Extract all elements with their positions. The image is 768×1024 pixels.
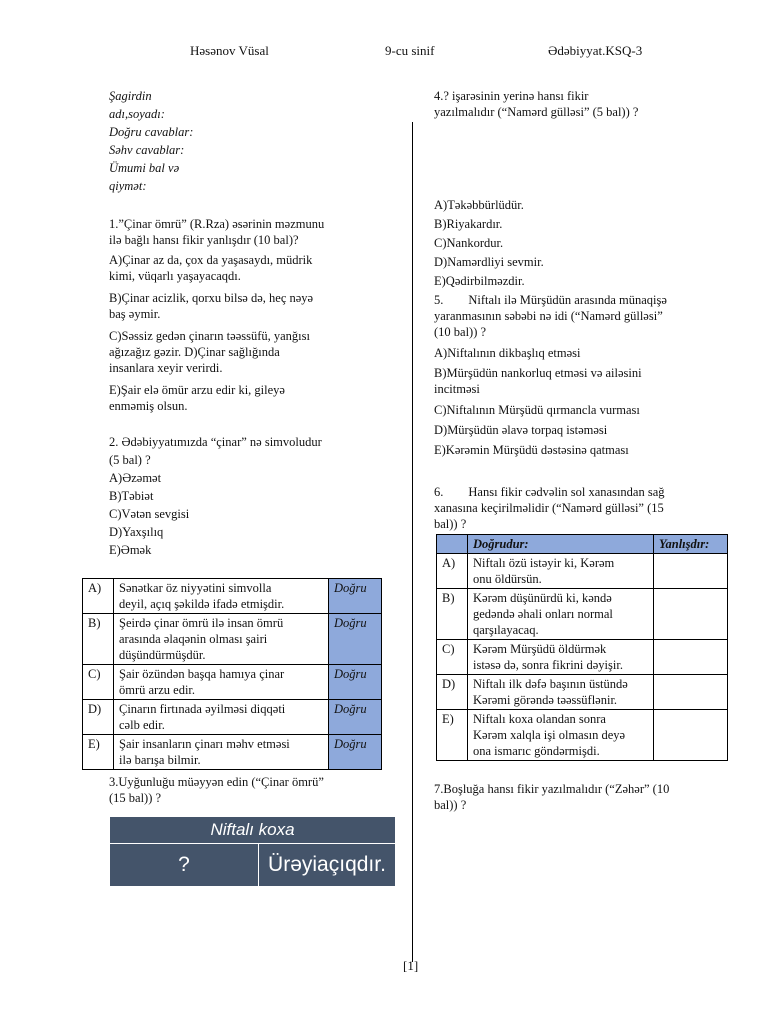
option-line: kimi, vüqarlı yaşayacaqdı. bbox=[109, 269, 241, 283]
table-row bbox=[437, 589, 728, 640]
header-empty bbox=[437, 535, 468, 554]
table-row bbox=[83, 614, 382, 665]
page-number: [1] bbox=[403, 958, 419, 973]
row-answer: Doğru bbox=[329, 665, 382, 700]
q2-option: E)Əmək bbox=[109, 543, 152, 557]
row-text: Şeirdə çinar ömrü ilə insan ömrü arasında əlaqənin olması şairi düşündürmüşdür. bbox=[114, 614, 329, 665]
row-letter: C) bbox=[83, 665, 114, 700]
row-text: Şair insanların çinarı məhv etməsi ilə barışa bilmir. bbox=[114, 735, 329, 770]
q4-line: 4.? işarəsinin yerinə hansı fikir bbox=[434, 89, 589, 103]
q1-option-e bbox=[109, 382, 324, 414]
q6-line: bal)) ? bbox=[434, 517, 467, 531]
col-true-header: Doğrudur: bbox=[468, 535, 654, 554]
match-table bbox=[109, 816, 396, 887]
row-text: Kərəm Mürşüdü öldürmək istəsə də, sonra fikrini dəyişir. bbox=[468, 640, 654, 675]
q5-option: A)Niftalının dikbaşlıq etməsi bbox=[434, 346, 581, 360]
row-text: Şair özündən başqa hamıya çinar ömrü arzu edir. bbox=[114, 665, 329, 700]
info-line: Səhv cavablar: bbox=[109, 143, 185, 157]
q1-line: ilə bağlı hansı fikir yanlışdır (10 bal)? bbox=[109, 233, 299, 247]
table-row bbox=[437, 640, 728, 675]
info-line: adı,soyadı: bbox=[109, 107, 165, 121]
row-letter: D) bbox=[437, 675, 468, 710]
q3-line: (15 bal)) ? bbox=[109, 791, 162, 805]
q5-option: D)Mürşüdün əlavə torpaq istəməsi bbox=[434, 423, 608, 437]
q1-option-c bbox=[109, 328, 324, 376]
row-answer: Doğru bbox=[329, 735, 382, 770]
option-line: E)Şair elə ömür arzu edir ki, gileyə bbox=[109, 383, 285, 397]
true-false-table bbox=[82, 578, 382, 770]
q5-option: E)Kərəmin Mürşüdü dəstəsinə qatması bbox=[434, 443, 629, 457]
question-5 bbox=[434, 292, 667, 458]
q7-line: 7.Boşluğa hansı fikir yazılmalıdır (“Zəhər” (10 bbox=[434, 782, 670, 796]
answer-cell[interactable] bbox=[654, 675, 728, 710]
table-row bbox=[437, 675, 728, 710]
table-row bbox=[437, 554, 728, 589]
question-7 bbox=[434, 781, 669, 813]
row-text: Niftalı ilk dəfə başının üstündə Kərəmi görəndə təəssüflənir. bbox=[468, 675, 654, 710]
option-line: ağızağız gəzir. D)Çinar sağlığında bbox=[109, 345, 280, 359]
q2-option: A)Əzəmət bbox=[109, 471, 162, 485]
answer-cell[interactable] bbox=[654, 640, 728, 675]
subject-label: Ədəbiyyat.KSQ-3 bbox=[548, 43, 643, 58]
table-row bbox=[83, 735, 382, 770]
q2-line: (5 bal) ? bbox=[109, 453, 151, 467]
row-letter: E) bbox=[437, 710, 468, 761]
match-table-title: Niftalı koxa bbox=[110, 817, 396, 844]
q6-line: 6. Hansı fikir cədvəlin sol xanasından sağ bbox=[434, 485, 665, 499]
q4-options bbox=[434, 196, 544, 291]
q6-line: xanasına keçirilməlidir (“Namərd gülləsi” (15 bbox=[434, 501, 664, 515]
q2-option: B)Təbiət bbox=[109, 489, 154, 503]
q5-option: C)Niftalının Mürşüdü qırmancla vurması bbox=[434, 403, 640, 417]
option-line: baş əymir. bbox=[109, 307, 161, 321]
student-name: Həsənov Vüsal bbox=[190, 43, 269, 58]
table-row bbox=[83, 700, 382, 735]
column-divider bbox=[412, 122, 413, 962]
row-text: Niftalı özü istəyir ki, Kərəm onu öldürsün. bbox=[468, 554, 654, 589]
answer-cell[interactable] bbox=[654, 554, 728, 589]
row-text: Kərəm düşünürdü ki, kəndə gedəndə əhali onları normal qarşılayacaq. bbox=[468, 589, 654, 640]
row-letter: C) bbox=[437, 640, 468, 675]
q2-option: C)Vətən sevgisi bbox=[109, 507, 190, 521]
row-text: Sənətkar öz niyyətini simvolla deyil, açıq şəkildə ifadə etmişdir. bbox=[114, 579, 329, 614]
student-info bbox=[109, 87, 193, 195]
option-line: C)Səssiz gedən çinarın təəssüfü, yanğısı bbox=[109, 329, 310, 343]
q4-option: D)Namərdliyi sevmir. bbox=[434, 255, 544, 269]
question-4 bbox=[434, 88, 638, 120]
q1-option-b bbox=[109, 290, 324, 322]
question-3 bbox=[109, 774, 324, 806]
info-line: Ümumi bal və bbox=[109, 161, 180, 175]
q5-line: (10 bal)) ? bbox=[434, 325, 487, 339]
row-answer: Doğru bbox=[329, 614, 382, 665]
info-line: Doğru cavablar: bbox=[109, 125, 194, 139]
q4-option: E)Qədirbilməzdir. bbox=[434, 274, 525, 288]
row-letter: B) bbox=[437, 589, 468, 640]
q5-line: 5. Niftalı ilə Mürşüdün arasında münaqişə bbox=[434, 293, 667, 307]
row-letter: E) bbox=[83, 735, 114, 770]
row-letter: A) bbox=[83, 579, 114, 614]
q4-option: B)Riyakardır. bbox=[434, 217, 503, 231]
q1-option-a bbox=[109, 252, 324, 284]
grade-label: 9-cu sinif bbox=[385, 43, 435, 58]
option-line: insanlara xeyir verirdi. bbox=[109, 361, 223, 375]
row-answer: Doğru bbox=[329, 700, 382, 735]
info-line: Şagirdin bbox=[109, 89, 152, 103]
col-false-header: Yanlışdır: bbox=[654, 535, 728, 554]
option-line: enməmiş olsun. bbox=[109, 399, 188, 413]
option-line: B)Çinar acizlik, qorxu bilsə də, heç nəyə bbox=[109, 291, 314, 305]
q1-line: 1.”Çinar ömrü” (R.Rza) əsərinin məzmunu bbox=[109, 217, 325, 231]
q2-option: D)Yaxşılıq bbox=[109, 525, 164, 539]
q5-line: yaranmasının səbəbi nə idi (“Namərd gülləsi” bbox=[434, 309, 663, 323]
question-6 bbox=[434, 484, 665, 532]
row-answer: Doğru bbox=[329, 579, 382, 614]
question-1 bbox=[109, 216, 324, 414]
q3-line: 3.Uyğunluğu müəyyən edin (“Çinar ömrü” bbox=[109, 775, 324, 789]
question-2 bbox=[109, 433, 322, 559]
move-table bbox=[436, 534, 728, 761]
option-line: A)Çinar az da, çox da yaşasaydı, müdrik bbox=[109, 253, 313, 267]
q5-option: B)Mürşüdün nankorluq etməsi və ailəsini incitməsi bbox=[434, 366, 642, 396]
answer-cell[interactable] bbox=[654, 589, 728, 640]
row-letter: D) bbox=[83, 700, 114, 735]
row-letter: B) bbox=[83, 614, 114, 665]
table-row bbox=[83, 579, 382, 614]
table-row bbox=[83, 665, 382, 700]
row-letter: A) bbox=[437, 554, 468, 589]
row-text: Çinarın firtınada əyilməsi diqqəti cəlb edir. bbox=[114, 700, 329, 735]
answer-cell[interactable] bbox=[654, 710, 728, 761]
q4-option: C)Nankordur. bbox=[434, 236, 504, 250]
row-text: Niftalı koxa olandan sonra Kərəm xalqla işi olmasın deyə ona ismarıc göndərmişdi. bbox=[468, 710, 654, 761]
q4-line: yazılmalıdır (“Namərd gülləsi” (5 bal)) ? bbox=[434, 105, 639, 119]
info-line: qiymət: bbox=[109, 179, 147, 193]
q4-option: A)Təkəbbürlüdür. bbox=[434, 198, 524, 212]
match-right-cell: Ürəyiaçıqdır. bbox=[259, 844, 396, 887]
table-row bbox=[437, 710, 728, 761]
q2-line: 2. Ədəbiyyatımızda “çinar” nə simvoludur bbox=[109, 435, 322, 449]
match-left-cell: ? bbox=[110, 844, 259, 887]
q7-line: bal)) ? bbox=[434, 798, 467, 812]
